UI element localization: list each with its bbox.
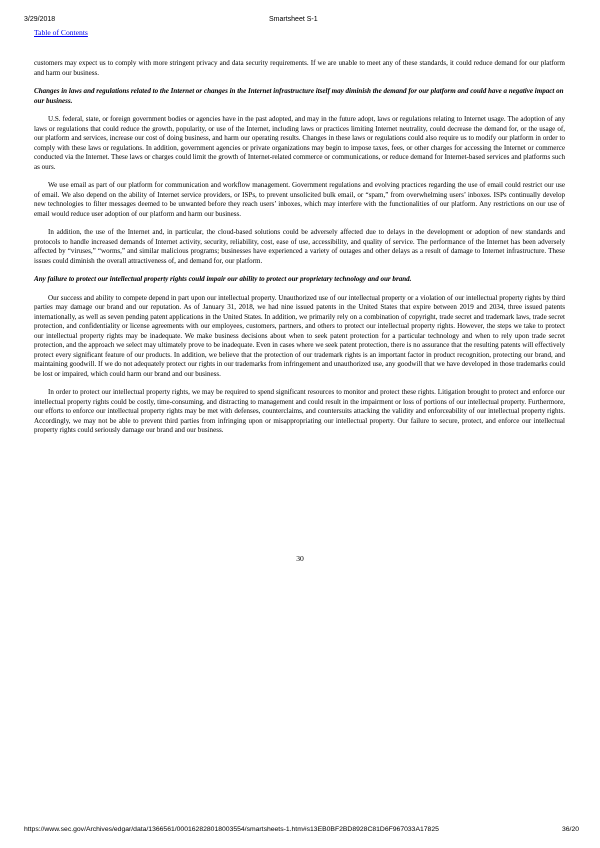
paragraph: In addition, the use of the Internet and, in particular, the cloud-based solutions could be adversely affected due to delays in the development or adoption of new standards and protocols to handle increased demands of Internet activity, security, reliability, cost, ease of use, accessibility, and quality of service. The performance of the Internet has been adversely affected by “viruses,” “worms,” and similar malicious programs; businesses have experienced a variety of outages and other delays as a result of damage to Internet infrastructure. These issues could diminish the overall attractiveness of, and demand for, our platform. xyxy=(34,228,565,265)
print-date: 3/29/2018 xyxy=(24,16,56,23)
footer-page-counter: 36/20 xyxy=(562,826,580,833)
print-document-title: Smartsheet S-1 xyxy=(269,16,318,23)
paragraph: Our success and ability to compete depend in part upon our intellectual property. Unauthorized use of our intellectual property or a violation of our intellectual property rights by third parties may damage our brand and our reputation. As of January 31, 2018, we had nine issued patents in the United States that expire between 2019 and 2034, three issued patents internationally, as well as seven pending patent applications in the United States. In addition, we primarily rely on a combination of copyright, trade secret and trademark laws, trade secret protection, and confidentiality or license agreements with our employees, customers, partners, and others to protect our intellectual property rights. However, the steps we take to protect our intellectual property rights may be inadequate. We make business decisions about when to seek patent protection for a particular technology and when to rely upon trade secret protection, and the approach we select may ultimately prove to be inadequate. Even in cases where we seek patent protection, there is no assurance that the resulting patents will effectively protect every significant feature of our products. In addition, we believe that the protection of our trademark rights is an important factor in product recognition, protecting our brand, and maintaining goodwill. If we do not adequately protect our rights in our trademarks from infringement and unauthorized use, any goodwill that we have developed in those trademarks could be lost or impaired, which could harm our brand and our business. xyxy=(34,293,565,378)
paragraph: In order to protect our intellectual property rights, we may be required to spend significant resources to monitor and protect these rights. Litigation brought to protect and enforce our intellectual property rights could be costly, time-consuming, and distracting to management and could result in the impairment or loss of portions of our intellectual property. Furthermore, our efforts to enforce our intellectual property rights may be met with defenses, counterclaims, and countersuits attacking the validity and enforceability of our intellectual property rights. Accordingly, we may not be able to prevent third parties from infringing upon or misappropriating our intellectual property. Our failure to secure, protect, and enforce our intellectual property rights could seriously damage our brand and our business. xyxy=(34,388,565,434)
table-of-contents-link[interactable]: Table of Contents xyxy=(34,28,88,37)
paragraph: We use email as part of our platform for communication and workflow management. Government regulations and evolving practices regarding the use of email could restrict our use of email. We also depend on the ability of Internet service providers, or ISPs, to prevent unsolicited bulk email, or “spam,” from overwhelming users’ inboxes. ISPs continually develop new technologies to filter messages deemed to be unwanted before they reach users’ inboxes, which may interfere with the functionalities of our platform. Any restrictions on our use of email would reduce user adoption of our platform and harm our business. xyxy=(34,181,565,218)
paragraph-continuation: customers may expect us to comply with more stringent privacy and data security requirements. If we are unable to meet any of these standards, it could reduce demand for our platform and harm our business. xyxy=(34,59,565,77)
document-body xyxy=(34,59,565,445)
section-heading-internet-laws: Changes in laws and regulations related to the Internet or changes in the Internet infrastructure itself may diminish the demand for our platform and could have a negative impact on our business. xyxy=(34,87,564,105)
section-heading-intellectual-property: Any failure to protect our intellectual property rights could impair our ability to protect our proprietary technology and our brand. xyxy=(34,275,412,283)
paragraph: U.S. federal, state, or foreign government bodies or agencies have in the past adopted, and may in the future adopt, laws or regulations relating to Internet usage. The adoption of any laws or regulations that could reduce the growth, popularity, or use of the Internet, including laws or practices limiting Internet neutrality, could decrease the demand for, or the usage of, our platform and services, increase our cost of doing business, and harm our operating results. Changes in these laws or regulations could also require us to modify our platform in order to comply with these laws or regulations. In addition, government agencies or private organizations may begin to impose taxes, fees, or other charges for accessing the Internet or commerce conducted via the Internet. These laws or charges could limit the growth of Internet-related commerce or communications, or reduce demand for Internet-based services and platforms such as ours. xyxy=(34,115,565,171)
page-number: 30 xyxy=(296,554,304,563)
footer-url: https://www.sec.gov/Archives/edgar/data/1366561/000162828018003554/smartsheets-1.htm#s13EB0BF2BD8928C81D6F967033A17825 xyxy=(24,826,439,833)
